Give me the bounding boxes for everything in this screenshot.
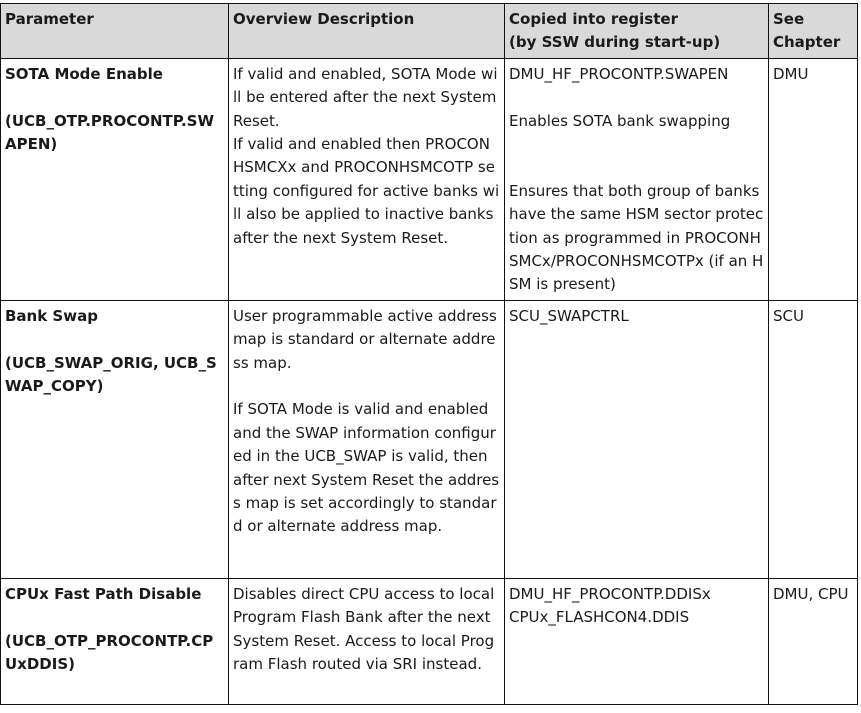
header-copied-line2: (by SSW during start-up) xyxy=(509,33,721,52)
spacer xyxy=(5,86,224,109)
spacer xyxy=(5,328,224,351)
header-overview: Overview Description xyxy=(229,4,505,59)
spacer xyxy=(509,86,764,109)
copied-register-cell xyxy=(505,58,769,300)
param-cell xyxy=(1,578,229,704)
param-name: CPUx Fast Path Disable xyxy=(5,584,202,603)
copied-register-cell xyxy=(505,578,769,704)
spacer xyxy=(5,606,224,629)
param-register: (UCB_SWAP_ORIG, UCB_SWAP_COPY) xyxy=(5,353,217,396)
table-row xyxy=(1,578,858,704)
header-copied xyxy=(505,4,769,59)
overview-paragraph: If valid and enabled, SOTA Mode will be entered after the next System Reset. xyxy=(233,64,498,130)
param-cell xyxy=(1,58,229,300)
copied-register: SCU_SWAPCTRL xyxy=(509,306,629,325)
spacer xyxy=(509,133,764,156)
param-name: Bank Swap xyxy=(5,306,98,325)
overview-cell xyxy=(229,578,505,704)
param-register: (UCB_OTP.PROCONTP.SWAPEN) xyxy=(5,111,215,154)
overview-cell xyxy=(229,58,505,300)
copied-note: Enables SOTA bank swapping xyxy=(509,111,731,130)
copied-register: DMU_HF_PROCONTP.DDISx xyxy=(509,584,711,603)
chapter-cell: SCU xyxy=(769,300,858,578)
overview-paragraph: Disables direct CPU access to local Program Flash Bank after the next System Reset. Access to local Program Flash routed via SRI instead. xyxy=(233,584,495,674)
table-row xyxy=(1,58,858,300)
header-see-line2: Chapter xyxy=(773,33,841,52)
chapter-cell: DMU xyxy=(769,58,858,300)
copied-register-cell xyxy=(505,300,769,578)
copied-note: Ensures that both group of banks have the same HSM sector protection as programmed in PROCONHSMCx/PROCONHSMCOTPx (if an HSM is present) xyxy=(509,181,764,294)
header-see-chapter xyxy=(769,4,858,59)
param-cell xyxy=(1,300,229,578)
table-header-row xyxy=(1,4,858,59)
param-name: SOTA Mode Enable xyxy=(5,64,163,83)
parameter-table xyxy=(0,3,858,705)
overview-paragraph: If SOTA Mode is valid and enabled and the SWAP information configured in the UCB_SWAP is valid, then after next System Reset the address map is set accordingly to standard or alternate address map. xyxy=(233,400,500,536)
spacer xyxy=(509,156,764,179)
spacer xyxy=(233,375,500,398)
copied-register: DMU_HF_PROCONTP.SWAPEN xyxy=(509,64,729,83)
table-row xyxy=(1,300,858,578)
header-parameter: Parameter xyxy=(1,4,229,59)
overview-paragraph: If valid and enabled then PROCONHSMCXx and PROCONHSMCOTP setting configured for active banks will also be applied to inactive banks after the next System Reset. xyxy=(233,135,500,247)
copied-register: CPUx_FLASHCON4.DDIS xyxy=(509,608,690,627)
param-register: (UCB_OTP_PROCONTP.CPUxDDIS) xyxy=(5,631,214,674)
overview-cell xyxy=(229,300,505,578)
chapter-cell: DMU, CPU xyxy=(769,578,858,704)
overview-paragraph: User programmable active address map is standard or alternate address map. xyxy=(233,306,497,372)
header-see-line1: See xyxy=(773,10,805,28)
header-copied-line1: Copied into register xyxy=(509,10,678,28)
